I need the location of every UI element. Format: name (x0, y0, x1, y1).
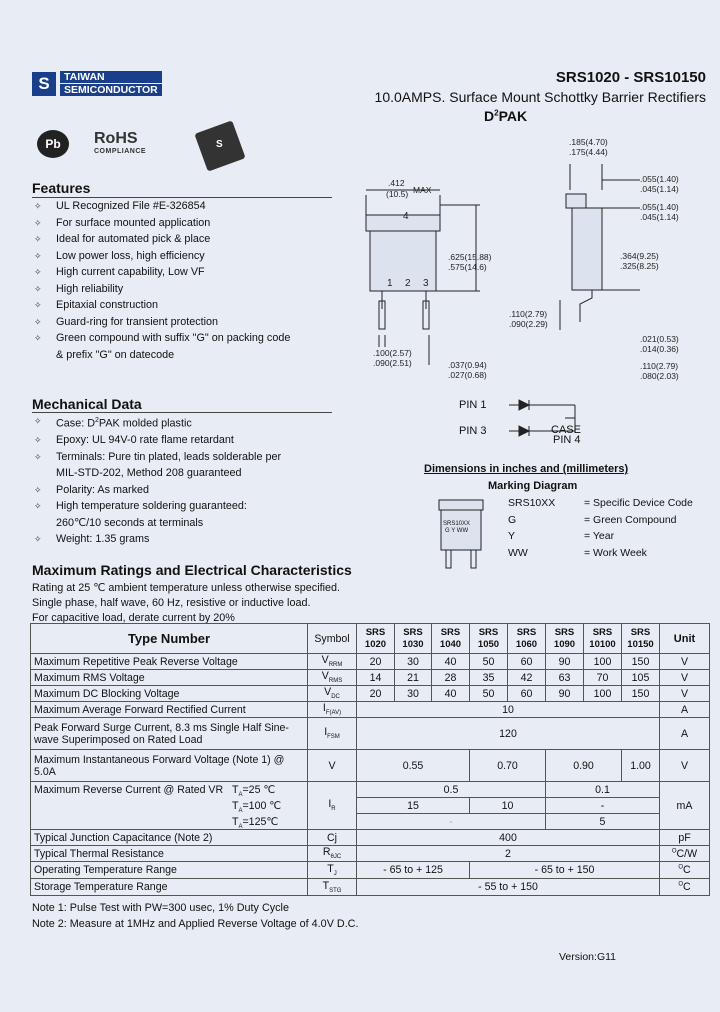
mechanical-title: Mechanical Data (32, 396, 142, 412)
col-header (546, 624, 584, 654)
dim-side-l-min: .090(2.29) (509, 319, 548, 329)
row-symbol: Cj (308, 830, 357, 846)
col-suffix: 1020 (364, 638, 387, 650)
cell: 50 (470, 686, 508, 702)
row-desc-ir (31, 782, 308, 830)
features-list (34, 198, 334, 363)
dim-lead-max: .100(2.57) (373, 348, 412, 358)
package-type (484, 108, 527, 124)
row-symbol (308, 846, 357, 862)
cell: 150 (622, 686, 660, 702)
cell: - 65 to + 150 (470, 862, 660, 879)
dim-top-sub (386, 189, 408, 199)
unit-cell (660, 879, 710, 896)
col-suffix: 1050 (477, 638, 500, 650)
cell: 14 (357, 670, 395, 686)
cell: 90 (546, 686, 584, 702)
cell: 63 (546, 670, 584, 686)
feature-item: ✧ Low power loss, high efficiency (34, 248, 334, 265)
cell: 40 (432, 686, 470, 702)
unit-cell: V (660, 670, 710, 686)
unit-cell: A (660, 702, 710, 718)
dim-top-width (388, 178, 405, 188)
sym: T (322, 879, 330, 892)
company-name (60, 71, 162, 97)
cell: 70 (584, 670, 622, 686)
pin1-label: PIN 1 (459, 399, 487, 411)
symbol-header: Symbol (308, 624, 357, 654)
row-symbol (308, 718, 357, 750)
col-prefix: SRS (516, 626, 537, 638)
sym-sub: STG (329, 888, 342, 895)
t3v: =125℃ (242, 816, 279, 828)
cell: 60 (508, 654, 546, 670)
table-row (31, 686, 710, 702)
sym: I (322, 702, 326, 715)
sym-sub: DC (331, 694, 340, 701)
cell: - 55 to + 150 (357, 879, 660, 896)
t1: T (232, 784, 239, 796)
pin4-number: 4 (403, 211, 409, 222)
cell: 30 (395, 686, 432, 702)
row-desc: Peak Forward Surge Current, 8.3 ms Single Half Sine-wave Superimposed on Rated Load (31, 718, 308, 750)
cell: 50 (470, 654, 508, 670)
sym-sub: J (333, 871, 337, 878)
unit-cell (660, 846, 710, 862)
cell: 28 (432, 670, 470, 686)
case-suffix: PAK molded plastic (98, 417, 192, 430)
col-prefix: SRS (630, 626, 651, 638)
case-prefix: Case: D (56, 417, 96, 430)
unit-cell: V (660, 686, 710, 702)
dim-height-min: .575(14.6) (448, 262, 487, 272)
cell: 10 (470, 798, 546, 814)
ir-t1 (232, 784, 275, 798)
dim-side-r5-max: .110(2.79) (640, 361, 679, 371)
cell: 0.1 (546, 782, 660, 798)
mech-item: ✧ Terminals: Pure tin plated, leads solderable per MIL-STD-202, Method 208 guaranteed (34, 449, 296, 482)
unit-cell: pF (660, 830, 710, 846)
dim-lead-h-max: .037(0.94) (448, 360, 487, 370)
chip-line1: SRS10XX (443, 521, 471, 527)
feature-item: ✧ Ideal for automated pick & place (34, 231, 334, 248)
col-header (508, 624, 546, 654)
mark-code: WW (508, 547, 528, 559)
t2s: A (238, 808, 243, 815)
sym: I (324, 726, 328, 739)
cell: 100 (584, 654, 622, 670)
mech-item-case (34, 413, 334, 432)
mark-code: G (508, 514, 517, 526)
table-row (31, 846, 710, 862)
row-symbol (308, 862, 357, 879)
dimensions-caption: Dimensions in inches and (millimeters) (424, 463, 629, 475)
sym-sub: F(AV) (325, 710, 342, 717)
cell: 60 (508, 686, 546, 702)
features-title: Features (32, 180, 91, 196)
case-sup: 2 (95, 417, 99, 424)
cell: - (546, 798, 660, 814)
mark-code: Y (508, 530, 516, 542)
package-sup: 2 (494, 108, 499, 118)
feature-item: ✧ Green compound with suffix "G" on packing code & prefix "G" on datecode (34, 330, 296, 363)
t2: T (232, 800, 239, 812)
marking-title: Marking Diagram (488, 480, 578, 492)
sym: R (322, 846, 331, 859)
table-row (31, 654, 710, 670)
row-desc: Maximum DC Blocking Voltage (31, 686, 308, 702)
col-suffix: 10100 (589, 638, 616, 650)
marking-chip-drawing (436, 497, 486, 575)
chip-line2: G Y WW (445, 528, 469, 534)
version-label: Version:G11 (559, 951, 617, 963)
cell: 40 (432, 654, 470, 670)
col-header (432, 624, 470, 654)
dim-side-r3-min: .325(8.25) (620, 261, 659, 271)
chip-mark: S (216, 139, 223, 150)
sym: V (321, 654, 329, 667)
col-prefix: SRS (365, 626, 386, 638)
col-suffix: 1040 (439, 638, 462, 650)
cell: 0.90 (546, 750, 622, 782)
cell: 2 (357, 846, 660, 862)
mark-meaning: = Green Compound (584, 514, 677, 526)
unit-sup: O (671, 847, 677, 854)
unit-cell (660, 862, 710, 879)
col-header (584, 624, 622, 654)
dim-side-r1-min: .045(1.14) (640, 184, 679, 194)
t3: T (232, 816, 239, 828)
ir-t2 (232, 800, 281, 814)
ratings-title: Maximum Ratings and Electrical Characteristics (32, 562, 352, 578)
dim-side-r4-max: .021(0.53) (640, 334, 679, 344)
row-symbol (308, 782, 357, 830)
col-suffix: 1030 (402, 638, 424, 650)
col-prefix: SRS (592, 626, 613, 638)
dim-top-max: MAX (413, 185, 432, 195)
row-symbol (308, 654, 357, 670)
sym-sub: RRM (328, 662, 343, 669)
logo-mark: S (38, 74, 50, 93)
row-symbol (308, 702, 357, 718)
cell: 15 (357, 798, 470, 814)
cell: 1.00 (622, 750, 660, 782)
cell: 120 (357, 718, 660, 750)
col-suffix: 1090 (553, 638, 576, 650)
pin-number: 2 (405, 278, 411, 289)
dim-lead-min: .090(2.51) (373, 358, 412, 368)
col-header (622, 624, 660, 654)
cell: 0.5 (357, 782, 546, 798)
dim-height-max: .625(15.88) (448, 252, 492, 262)
unit-cell: V (660, 750, 710, 782)
rohs-sub: COMPLIANCE (94, 148, 147, 155)
dim-side-r2-min: .045(1.14) (640, 212, 679, 222)
t2v: =100 ℃ (242, 800, 282, 812)
cell: 0.70 (470, 750, 546, 782)
dim-side-top-max: .185(4.70) (569, 137, 608, 147)
table-row (31, 702, 710, 718)
dim-lead-h-min: .027(0.68) (448, 370, 487, 380)
pin-number: 3 (423, 278, 429, 289)
sym: V (321, 670, 329, 683)
cell: 150 (622, 654, 660, 670)
col-prefix: SRS (554, 626, 575, 638)
cell: 100 (584, 686, 622, 702)
row-symbol (308, 686, 357, 702)
col-header (470, 624, 508, 654)
cell: 10 (357, 702, 660, 718)
cell: - 65 to + 125 (357, 862, 470, 879)
table-row (31, 718, 710, 750)
table-row (31, 879, 710, 896)
dim-side-r5-min: .080(2.03) (640, 371, 679, 381)
cell: 42 (508, 670, 546, 686)
table-row (31, 862, 710, 879)
t1v: =25 ℃ (242, 784, 276, 796)
dim-side-r1-max: .055(1.40) (640, 174, 679, 184)
col-prefix: SRS (478, 626, 499, 638)
rohs-label: RoHS (94, 130, 138, 147)
unit-cell: V (660, 654, 710, 670)
cell: 20 (357, 686, 395, 702)
pb-free-icon (37, 130, 69, 158)
cell: 21 (395, 670, 432, 686)
product-subtitle: 10.0AMPS. Surface Mount Schottky Barrier Rectifiers (374, 89, 706, 105)
cell: 0.55 (357, 750, 470, 782)
sym-sub: θJC (330, 854, 342, 861)
cell: - (357, 814, 546, 830)
company-line2: SEMICONDUCTOR (60, 84, 162, 96)
cell: 105 (622, 670, 660, 686)
col-header (357, 624, 395, 654)
rohs-badge (94, 130, 146, 155)
dim-side-r2-max: .055(1.40) (640, 202, 679, 212)
pb-label: Pb (45, 137, 61, 151)
cell: 20 (357, 654, 395, 670)
col-suffix: 10150 (627, 638, 654, 650)
feature-item: ✧ High current capability, Low VF (34, 264, 334, 281)
unit-text: C (683, 864, 691, 876)
dim-side-r4-min: .014(0.36) (640, 344, 679, 354)
mech-item: ✧ Polarity: As marked (34, 482, 334, 499)
row-desc: Maximum Instantaneous Forward Voltage (Note 1) @ 5.0A (31, 750, 308, 782)
col-prefix: SRS (440, 626, 461, 638)
row-desc: Maximum Average Forward Rectified Current (31, 702, 308, 718)
mech-item: ✧ Epoxy: UL 94V-0 rate flame retardant (34, 432, 334, 449)
ir-t3 (232, 816, 278, 830)
unit-sup: O (678, 864, 683, 871)
row-symbol (308, 670, 357, 686)
mark-code: SRS10XX (508, 497, 556, 509)
sym-sub: FSM (327, 734, 340, 741)
note-2: Note 2: Measure at 1MHz and Applied Reverse Voltage of 4.0V D.C. (32, 918, 359, 930)
table-row (31, 670, 710, 686)
cell: 90 (546, 654, 584, 670)
feature-item: ✧ High reliability (34, 281, 334, 298)
row-desc: Storage Temperature Range (31, 879, 308, 896)
table-row (31, 782, 710, 798)
unit-cell: A (660, 718, 710, 750)
table-row (31, 830, 710, 846)
package-prefix: D (484, 108, 495, 124)
row-desc: Maximum Repetitive Peak Reverse Voltage (31, 654, 308, 670)
part-range-title: SRS1020 - SRS10150 (555, 69, 706, 86)
ratings-line: Rating at 25 ℃ ambient temperature unless otherwise specified. (32, 582, 341, 594)
table-row (31, 750, 710, 782)
row-desc: Typical Thermal Resistance (31, 846, 308, 862)
mark-meaning: = Specific Device Code (584, 497, 693, 509)
t3s: A (238, 824, 243, 831)
row-desc: Operating Temperature Range (31, 862, 308, 879)
feature-item: ✧ Guard-ring for transient protection (34, 314, 334, 331)
unit-text: C/W (676, 847, 698, 860)
feature-item: ✧ UL Recognized File #E-326854 (34, 198, 334, 215)
unit-text: C (683, 881, 691, 893)
col-prefix: SRS (403, 626, 423, 638)
company-line1: TAIWAN (60, 71, 162, 83)
mark-meaning: = Year (584, 530, 615, 542)
note-1: Note 1: Pulse Test with PW=300 usec, 1% Duty Cycle (32, 902, 289, 914)
unit-cell: mA (660, 782, 710, 830)
t1s: A (238, 792, 243, 799)
type-number-header: Type Number (31, 624, 308, 654)
company-logo-icon (32, 72, 56, 96)
ratings-line: Single phase, half wave, 60 Hz, resistive or inductive load. (32, 597, 311, 609)
table-header-row (31, 624, 710, 654)
unit-header: Unit (660, 624, 710, 654)
row-symbol (308, 879, 357, 896)
col-header (395, 624, 432, 654)
cell: 400 (357, 830, 660, 846)
mech-item: ✧ Weight: 1.35 grams (34, 531, 334, 548)
sym: V (324, 686, 332, 699)
mark-meaning: = Work Week (584, 547, 647, 559)
row-desc: Maximum RMS Voltage (31, 670, 308, 686)
col-suffix: 1060 (515, 638, 538, 650)
mech-item: ✧ High temperature soldering guaranteed: 260℃/10 seconds at terminals (34, 498, 271, 531)
dim-side-top-min: .175(4.44) (569, 147, 608, 157)
pin-number: 1 (387, 278, 393, 289)
specifications-table (30, 623, 710, 896)
dim-side-r3-max: .364(9.25) (620, 251, 659, 261)
ratings-line: For capacitive load, derate current by 20% (32, 612, 235, 624)
mechanical-list (34, 413, 334, 548)
sym-sub: RMS (328, 678, 343, 685)
unit-sup: O (678, 881, 683, 888)
sym-sub: R (331, 806, 336, 813)
row-desc: Typical Junction Capacitance (Note 2) (31, 830, 308, 846)
feature-item: ✧ Epitaxial construction (34, 297, 334, 314)
dim-top-sub-text: (10.5) (386, 189, 409, 199)
cell: 30 (395, 654, 432, 670)
cell: 35 (470, 670, 508, 686)
pin3-label: PIN 3 (459, 425, 487, 437)
ir-desc: Maximum Reverse Current @ Rated VR (34, 784, 224, 796)
package-suffix: PAK (498, 108, 528, 124)
pin4-label: PIN 4 (553, 434, 581, 446)
sym: T (327, 862, 334, 875)
feature-item: ✧ For surface mounted application (34, 215, 334, 232)
dim-side-l-max: .110(2.79) (509, 309, 548, 319)
sym: I (328, 798, 332, 811)
row-symbol: V (308, 750, 357, 782)
cell: 5 (546, 814, 660, 830)
case-label: CASE (551, 424, 581, 436)
dim-top: .412 (388, 178, 405, 188)
